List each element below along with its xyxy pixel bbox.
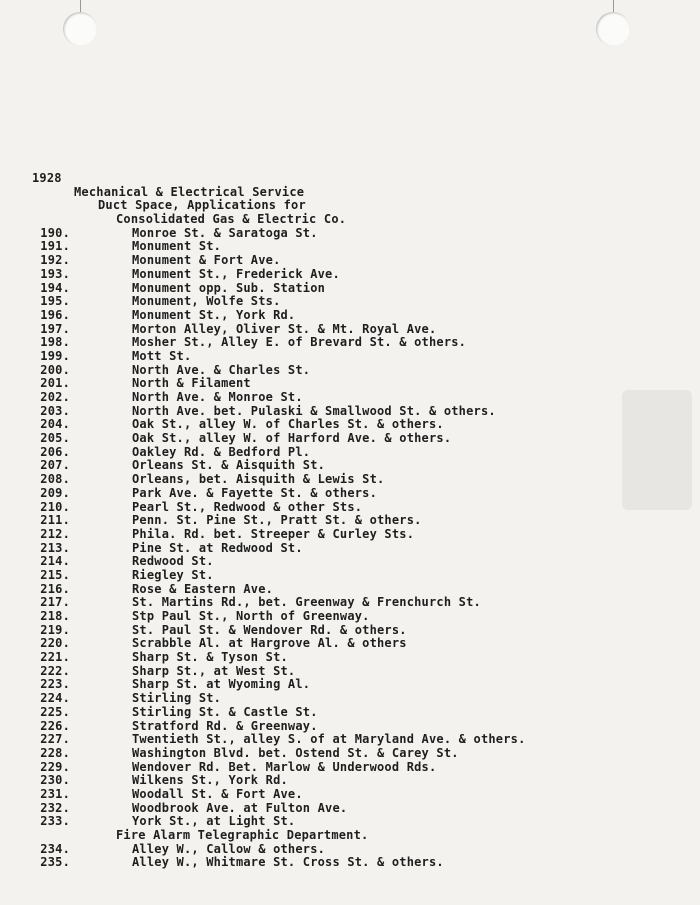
entry-number: 223.	[40, 677, 70, 692]
entry-text: Alley W., Whitmare St. Cross St. & others.	[132, 855, 444, 870]
entry-text: Wendover Rd. Bet. Marlow & Underwood Rds.	[132, 759, 437, 774]
list-item	[32, 446, 672, 460]
entry-number: 227.	[40, 732, 70, 747]
entry-text: Oak St., alley W. of Harford Ave. & others.	[132, 431, 452, 446]
list-item	[32, 733, 672, 747]
section2-heading: Fire Alarm Telegraphic Department.	[116, 828, 369, 842]
entry-number: 224.	[40, 691, 70, 706]
entry-number: 204.	[40, 417, 70, 432]
entry-text: Orleans St. & Aisquith St.	[132, 458, 326, 473]
entry-number: 201.	[40, 376, 70, 391]
entry-text: Monument opp. Sub. Station	[132, 280, 326, 295]
list-item	[32, 720, 672, 734]
list-item	[32, 377, 672, 391]
list-item	[32, 240, 672, 254]
subsection-heading: Duct Space, Applications for	[98, 198, 306, 213]
entry-number: 221.	[40, 650, 70, 665]
entry-text: Scrabble Al. at Hargrove Al. & others	[132, 636, 407, 651]
list-item	[32, 747, 672, 761]
entry-number: 226.	[40, 718, 70, 733]
list-item	[32, 761, 672, 775]
entry-text: Stirling St. & Castle St.	[132, 704, 318, 719]
entry-number: 207.	[40, 458, 70, 473]
entry-text: Oakley Rd. & Bedford Pl.	[132, 444, 311, 459]
entry-text: York St., at Light St.	[132, 814, 296, 829]
entry-text: Monument & Fort Ave.	[132, 253, 281, 268]
entry-number: 190.	[40, 225, 70, 240]
entry-number: 229.	[40, 759, 70, 774]
staple-mark-right	[613, 0, 614, 12]
entry-text: Twentieth St., alley S. of at Maryland Ave. & others.	[132, 732, 526, 747]
list-item	[32, 350, 672, 364]
entry-number: 209.	[40, 485, 70, 500]
entry-number: 214.	[40, 554, 70, 569]
list-item	[32, 706, 672, 720]
entry-text: Pearl St., Redwood & other Sts.	[132, 499, 363, 514]
entry-number: 206.	[40, 444, 70, 459]
entry-number: 200.	[40, 362, 70, 377]
entry-text: Sharp St. at Wyoming Al.	[132, 677, 311, 692]
entry-text: Sharp St., at West St.	[132, 663, 296, 678]
entry-number: 215.	[40, 567, 70, 582]
punch-hole-right	[596, 12, 630, 46]
list-item	[32, 309, 672, 323]
entry-number: 234.	[40, 841, 70, 856]
entry-list	[32, 227, 672, 829]
list-item	[32, 774, 672, 788]
entry-number: 222.	[40, 663, 70, 678]
entry-text: Sharp St. & Tyson St.	[132, 650, 288, 665]
list-item	[32, 459, 672, 473]
entry-text: Washington Blvd. bet. Ostend St. & Carey St.	[132, 745, 459, 760]
entry-number: 213.	[40, 540, 70, 555]
list-item	[32, 583, 672, 597]
list-item	[32, 665, 672, 679]
entry-number: 211.	[40, 513, 70, 528]
entry-number: 230.	[40, 773, 70, 788]
list-item	[32, 651, 672, 665]
entry-number: 198.	[40, 335, 70, 350]
entry-text: Monument St., York Rd.	[132, 307, 296, 322]
entry-number: 199.	[40, 348, 70, 363]
list-item	[32, 856, 672, 870]
staple-mark-left	[80, 0, 81, 12]
entry-number: 196.	[40, 307, 70, 322]
entry-text: Woodall St. & Fort Ave.	[132, 786, 303, 801]
entry-number: 197.	[40, 321, 70, 336]
section-heading: Mechanical & Electrical Service	[74, 184, 305, 199]
list-item	[32, 501, 672, 515]
entry-number: 220.	[40, 636, 70, 651]
typed-document	[32, 172, 672, 870]
subsection-subheading: Consolidated Gas & Electric Co.	[116, 212, 347, 227]
entry-text: Park Ave. & Fayette St. & others.	[132, 485, 378, 500]
list-item	[32, 418, 672, 432]
entry-number: 202.	[40, 390, 70, 404]
list-item	[32, 555, 672, 569]
list-item	[32, 282, 672, 296]
entry-text: Morton Alley, Oliver St. & Mt. Royal Ave.	[132, 321, 437, 336]
entry-number: 210.	[40, 499, 70, 514]
entry-number: 233.	[40, 814, 70, 829]
entry-number: 218.	[40, 609, 70, 623]
list-item	[32, 405, 672, 419]
entry-number: 217.	[40, 595, 70, 610]
list-item	[32, 843, 672, 857]
list-item	[32, 542, 672, 556]
punch-hole-left	[63, 12, 97, 46]
entry-text: Pine St. at Redwood St.	[132, 540, 303, 555]
list-item	[32, 596, 672, 610]
list-item	[32, 802, 672, 816]
entry-number: 195.	[40, 294, 70, 309]
entry-number: 212.	[40, 526, 70, 541]
list-item	[32, 788, 672, 802]
entry-number: 228.	[40, 745, 70, 760]
list-item	[32, 473, 672, 487]
list-item	[32, 295, 672, 309]
entry-text: Orleans, bet. Aisquith & Lewis St.	[132, 472, 385, 487]
entry-text: Monument St.	[132, 239, 222, 254]
list-item	[32, 227, 672, 241]
list-item	[32, 692, 672, 706]
list-item	[32, 268, 672, 282]
entry-number: 192.	[40, 253, 70, 268]
list-item	[32, 815, 672, 829]
entry-text: Rose & Eastern Ave.	[132, 581, 274, 596]
list-item	[32, 323, 672, 337]
list-item	[32, 678, 672, 692]
entry-text: Stp Paul St., North of Greenway.	[132, 609, 370, 623]
entry-number: 203.	[40, 403, 70, 418]
list-item	[32, 364, 672, 378]
entry-number: 205.	[40, 431, 70, 446]
entry-list-2	[32, 843, 672, 870]
entry-number: 231.	[40, 786, 70, 801]
entry-text: Monument, Wolfe Sts.	[132, 294, 281, 309]
entry-text: Woodbrook Ave. at Fulton Ave.	[132, 800, 348, 815]
entry-number: 208.	[40, 472, 70, 487]
entry-text: Monroe St. & Saratoga St.	[132, 225, 318, 240]
entry-text: North Ave. & Charles St.	[132, 362, 311, 377]
entry-number: 232.	[40, 800, 70, 815]
list-item	[32, 637, 672, 651]
entry-text: Wilkens St., York Rd.	[132, 773, 288, 788]
list-item	[32, 336, 672, 350]
list-item	[32, 514, 672, 528]
entry-text: Penn. St. Pine St., Pratt St. & others.	[132, 513, 422, 528]
entry-text: Alley W., Callow & others.	[132, 841, 326, 856]
entry-text: St. Paul St. & Wendover Rd. & others.	[132, 622, 407, 637]
entry-text: North Ave. & Monroe St.	[132, 390, 303, 404]
document-year: 1928	[32, 171, 62, 185]
entry-text: North & Filament	[132, 376, 251, 391]
entry-number: 193.	[40, 266, 70, 281]
list-item	[32, 610, 672, 624]
entry-text: St. Martins Rd., bet. Greenway & Frenchurch St.	[132, 595, 481, 610]
entry-text: Stirling St.	[132, 691, 222, 706]
list-item	[32, 528, 672, 542]
entry-text: Oak St., alley W. of Charles St. & others.	[132, 417, 444, 432]
entry-number: 191.	[40, 239, 70, 254]
entry-text: Phila. Rd. bet. Streeper & Curley Sts.	[132, 526, 415, 541]
entry-text: Riegley St.	[132, 567, 214, 582]
list-item	[32, 624, 672, 638]
entry-text: Mott St.	[132, 348, 192, 363]
entry-number: 216.	[40, 581, 70, 596]
list-item	[32, 391, 672, 405]
list-item	[32, 432, 672, 446]
entry-number: 194.	[40, 280, 70, 295]
entry-text: Redwood St.	[132, 554, 214, 569]
entry-text: Monument St., Frederick Ave.	[132, 266, 340, 281]
entry-number: 235.	[40, 855, 70, 870]
list-item	[32, 569, 672, 583]
entry-text: Stratford Rd. & Greenway.	[132, 718, 318, 733]
entry-number: 225.	[40, 704, 70, 719]
entry-text: Mosher St., Alley E. of Brevard St. & others.	[132, 335, 467, 350]
entry-text: North Ave. bet. Pulaski & Smallwood St. & others.	[132, 403, 496, 418]
list-item	[32, 487, 672, 501]
entry-number: 219.	[40, 622, 70, 637]
list-item	[32, 254, 672, 268]
